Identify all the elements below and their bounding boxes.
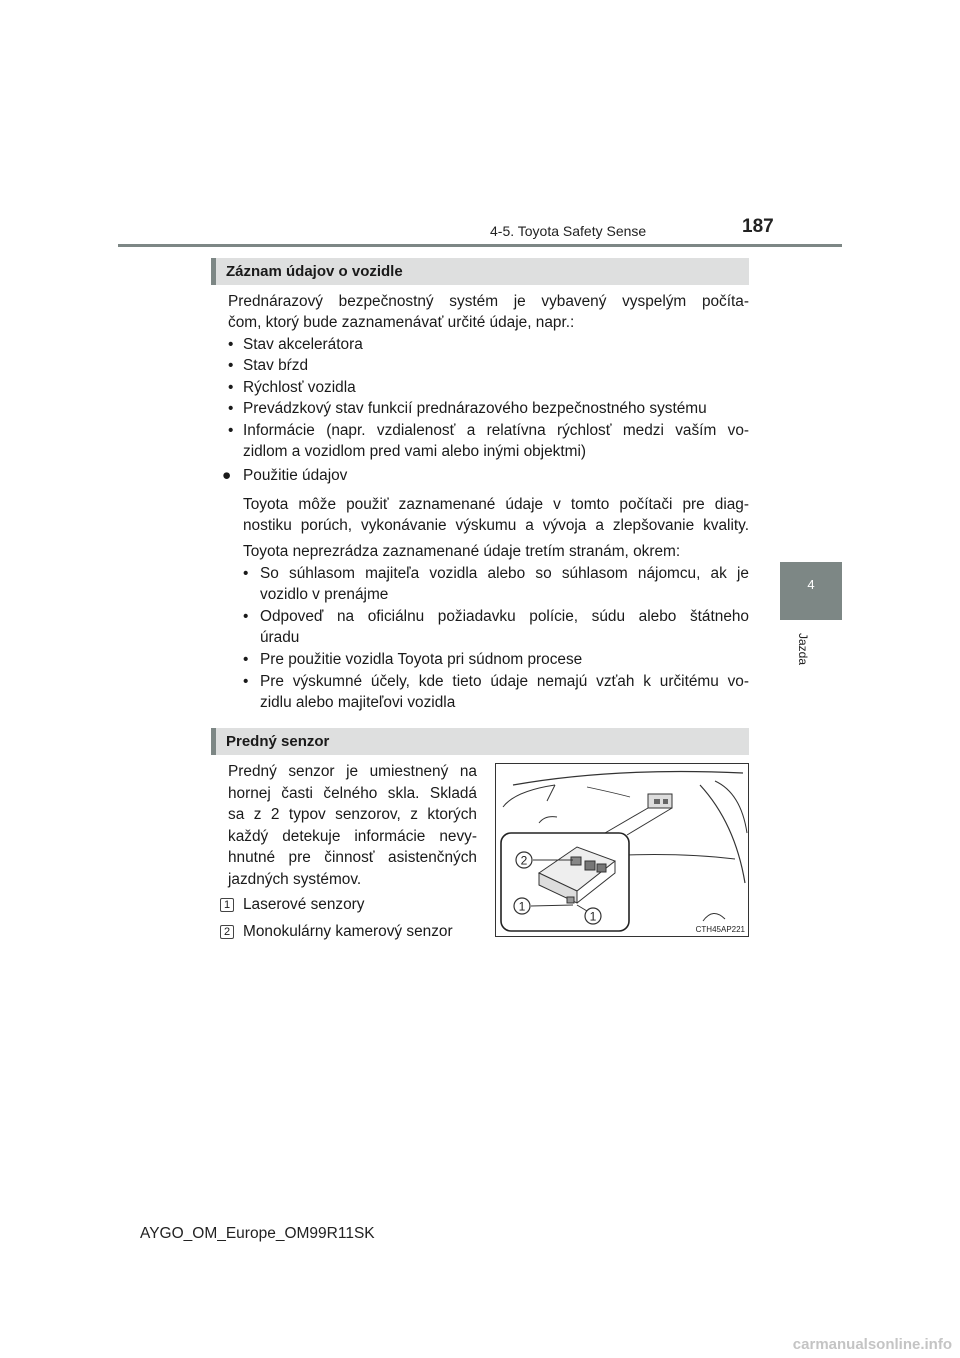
running-header-section: 4-5. Toyota Safety Sense bbox=[490, 223, 647, 239]
paragraph-line: Toyota neprezrádza zaznamenané údaje tretím stranám, okrem: bbox=[243, 543, 681, 560]
figure-code: CTH45AP221 bbox=[695, 925, 745, 934]
sensor-item-label: Monokulárny kamerový senzor bbox=[243, 923, 453, 940]
bullet-marker: • bbox=[228, 379, 234, 396]
bullet-marker: • bbox=[243, 651, 249, 668]
figure-label: 1 bbox=[518, 899, 526, 914]
bullet-marker: • bbox=[243, 565, 249, 582]
bullet-marker: • bbox=[243, 673, 249, 690]
list-item-line-2: úradu bbox=[260, 629, 300, 646]
list-item-line-2: zidlom a vozidlom pred vami alebo inými objektmi) bbox=[243, 443, 586, 460]
paragraph-line: Predný senzor je umiestnený na bbox=[228, 763, 477, 780]
list-item: Stav akcelerátora bbox=[243, 336, 363, 353]
list-item: Stav bŕzd bbox=[243, 357, 309, 374]
paragraph-line: nostiku porúch, vykonávanie výskumu a vývoja a zlepšovanie kvality. bbox=[243, 517, 749, 534]
paragraph-line: jazdných systémov. bbox=[228, 871, 362, 888]
paragraph-line: Toyota môže použiť zaznamenané údaje v tomto počítači pre diag- bbox=[243, 496, 749, 513]
watermark: carmanualsonline.info bbox=[792, 1336, 952, 1353]
bullet-marker: • bbox=[228, 336, 234, 353]
bullet-marker: • bbox=[228, 357, 234, 374]
item-marker: 2 bbox=[220, 925, 234, 939]
intro-line-2: čom, ktorý bude zaznamenávať určité údaje, napr.: bbox=[228, 314, 575, 331]
figure-label: 1 bbox=[589, 909, 597, 924]
subheading-data-use: Použitie údajov bbox=[243, 467, 348, 484]
paragraph-line: hnutné pre činnosť asistenčných bbox=[228, 849, 477, 866]
bullet-marker: • bbox=[228, 422, 234, 439]
item-marker: 1 bbox=[220, 898, 234, 912]
paragraph-line: hornej časti čelného skla. Skladá bbox=[228, 785, 477, 802]
intro-line-1: Prednárazový bezpečnostný systém je vybavený vyspelým počíta- bbox=[228, 293, 749, 310]
windshield-sensor-illustration bbox=[495, 763, 749, 937]
list-item: Pre použitie vozidla Toyota pri súdnom procese bbox=[260, 651, 583, 668]
list-item-line-1: So súhlasom majiteľa vozidla alebo so súhlasom nájomcu, ak je bbox=[260, 565, 749, 582]
list-item-line-1: Pre výskumné účely, kde tieto údaje nemajú vzťah k určitému vo- bbox=[260, 673, 749, 690]
list-item: Rýchlosť vozidla bbox=[243, 379, 356, 396]
bullet-marker: • bbox=[228, 400, 234, 417]
paragraph-line: sa z 2 typov senzorov, z ktorých bbox=[228, 806, 477, 823]
paragraph-line: každý detekuje informácie nevy- bbox=[228, 828, 477, 845]
figure-label: 2 bbox=[520, 853, 528, 868]
sensor-item-label: Laserové senzory bbox=[243, 896, 365, 913]
bullet-marker: • bbox=[243, 608, 249, 625]
list-item-line-2: zidlu alebo majiteľovi vozidla bbox=[260, 694, 456, 711]
chapter-tab-number: 4 bbox=[807, 577, 815, 592]
list-item-line-1: Informácie (napr. vzdialenosť a relatívna rýchlosť medzi vaším vo- bbox=[243, 422, 749, 439]
list-item: Prevádzkový stav funkcií prednárazového bezpečnostného systému bbox=[243, 400, 707, 417]
page-number: 187 bbox=[742, 216, 774, 237]
section-heading-data-recording: Záznam údajov o vozidle bbox=[211, 258, 749, 285]
chapter-tab-label: Jazda bbox=[796, 633, 810, 666]
list-item-line-2: vozidlo v prenájme bbox=[260, 586, 389, 603]
document-code-footer: AYGO_OM_Europe_OM99R11SK bbox=[140, 1225, 375, 1242]
section-heading-front-sensor: Predný senzor bbox=[211, 728, 749, 755]
subhead-bullet-icon: ● bbox=[222, 467, 232, 484]
list-item-line-1: Odpoveď na oficiálnu požiadavku polície, súdu alebo štátneho bbox=[260, 608, 749, 625]
header-rule bbox=[118, 244, 842, 247]
